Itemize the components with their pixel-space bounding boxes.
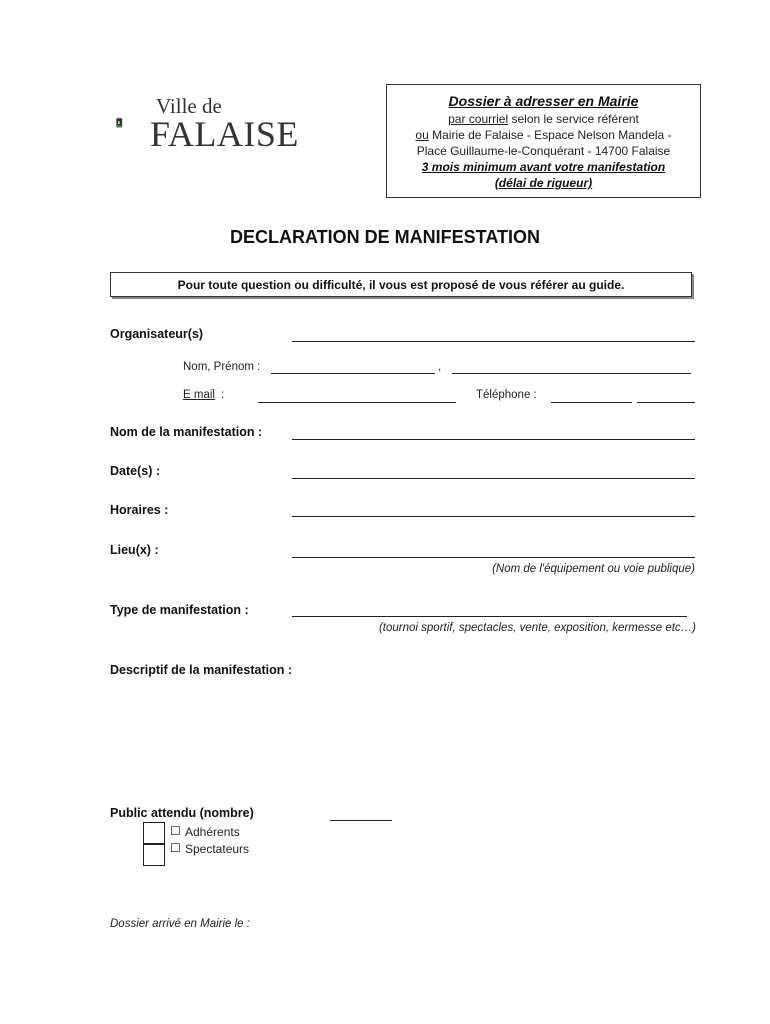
telephone-line-2[interactable] xyxy=(637,402,695,403)
adherents-label: Adhérents xyxy=(185,825,240,839)
spectateurs-label: Spectateurs xyxy=(185,842,250,856)
public-label: Public attendu (nombre) xyxy=(110,806,254,820)
address-box xyxy=(386,84,701,198)
guide-note: Pour toute question ou difficulté, il vous est proposé de vous référer au guide. xyxy=(110,272,692,297)
prenom-line[interactable] xyxy=(452,373,691,374)
telephone-line-1[interactable] xyxy=(551,402,632,403)
email-line[interactable] xyxy=(258,402,456,403)
nom-manifestation-label: Nom de la manifestation : xyxy=(110,425,263,439)
address-title: Dossier à adresser en Mairie xyxy=(448,93,639,109)
type-hint: (tournoi sportif, spectacles, vente, exposition, kermesse etc…) xyxy=(378,622,696,634)
lieux-label: Lieu(x) : xyxy=(110,543,159,557)
organisateur-label: Organisateur(s) xyxy=(110,327,204,341)
type-line[interactable] xyxy=(292,616,687,617)
adherents-checkbox[interactable] xyxy=(143,822,165,844)
telephone-label: Téléphone : xyxy=(476,389,537,401)
logo-falaise: FALAISE xyxy=(150,114,299,154)
nom-prenom-separator: , xyxy=(438,361,442,373)
public-line[interactable] xyxy=(330,820,392,821)
email-colon: : xyxy=(221,389,225,401)
nom-line[interactable] xyxy=(271,373,435,374)
page-title: DECLARATION DE MANIFESTATION xyxy=(230,227,540,247)
address-deadline-note: (délai de rigueur) xyxy=(494,176,593,190)
arrive-label: Dossier arrivé en Mairie le : xyxy=(110,918,250,930)
nom-manifestation-line[interactable] xyxy=(292,439,695,440)
address-line-1: par courriel selon le service référent xyxy=(448,112,639,126)
descriptif-label: Descriptif de la manifestation : xyxy=(110,663,292,677)
dates-label: Date(s) : xyxy=(110,464,161,478)
falaise-logo xyxy=(116,94,152,152)
address-line-2: ou Mairie de Falaise - Espace Nelson Mandela - xyxy=(415,128,672,142)
nom-prenom-label: Nom, Prénom : xyxy=(183,361,261,373)
type-label: Type de manifestation : xyxy=(110,603,249,617)
horaires-line[interactable] xyxy=(292,516,695,517)
dates-line[interactable] xyxy=(292,478,695,479)
email-label: E mail xyxy=(183,389,215,401)
address-line-3: Place Guillaume-le-Conquérant - 14700 Falaise xyxy=(416,144,671,158)
logo-ville-de: Ville de xyxy=(156,94,222,118)
lieux-hint: (Nom de l'équipement ou voie publique) xyxy=(492,563,695,575)
address-deadline: 3 mois minimum avant votre manifestation xyxy=(421,160,666,174)
spectateurs-glyph: ☐ xyxy=(170,841,181,855)
organisateur-line[interactable] xyxy=(292,341,695,342)
spectateurs-checkbox[interactable] xyxy=(143,844,165,866)
adherents-glyph: ☐ xyxy=(170,824,181,838)
horaires-label: Horaires : xyxy=(110,503,169,517)
lieux-line[interactable] xyxy=(292,557,695,558)
